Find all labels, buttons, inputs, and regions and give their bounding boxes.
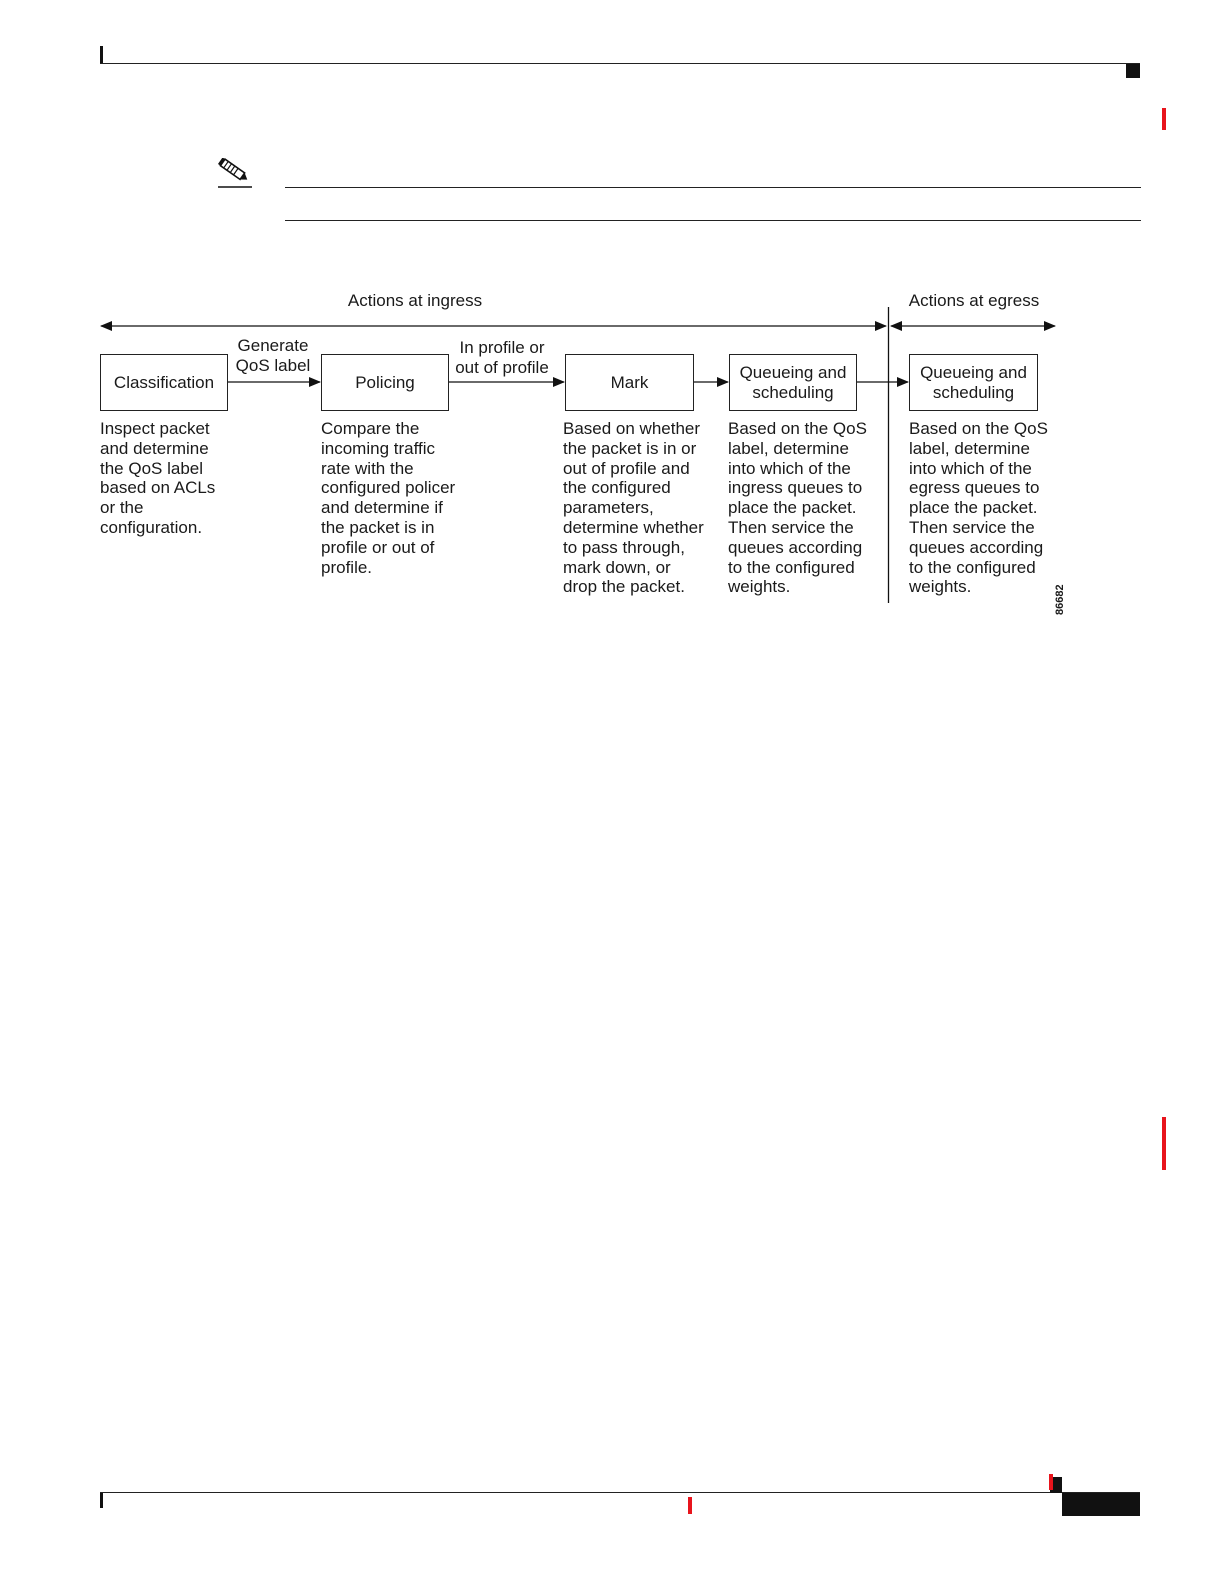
footer-left-tick: [100, 1492, 103, 1508]
generate-qos-label: Generate QoS label: [235, 336, 311, 375]
ingress-queueing-box-label: Queueing and scheduling: [739, 362, 847, 402]
mark-box: [565, 354, 694, 411]
mark-description: Based on whether the packet is in or out of profile and the configured parameters, determine whether to pass through, mark down, or drop the packet.: [563, 419, 704, 597]
policing-box: [321, 354, 449, 411]
classification-description: Inspect packet and determine the QoS label based on ACLs or the configuration.: [100, 419, 216, 537]
figure-number: 86682: [1054, 584, 1066, 615]
ingress-label: Actions at ingress: [347, 291, 483, 310]
egress-label: Actions at egress: [908, 291, 1040, 310]
mark-box-label: Mark: [610, 372, 649, 392]
ingress-queueing-description: Based on the QoS label, determine into which of the ingress queues to place the packet. Then service the queues according to the configured weights.: [728, 419, 867, 597]
change-bar-footer-center: [688, 1497, 692, 1514]
ingress-queueing-box: [729, 354, 857, 411]
classification-box: [100, 354, 228, 411]
policing-description: Compare the incoming traffic rate with the configured policer and determine if the packet is in profile or out of profile.: [321, 419, 456, 577]
egress-queueing-box-label: Queueing and scheduling: [920, 362, 1027, 402]
egress-queueing-box: [909, 354, 1038, 411]
change-bar-middle: [1162, 1117, 1166, 1170]
egress-queueing-description: Based on the QoS label, determine into which of the egress queues to place the packet. Then service the queues according to the configured weights.: [909, 419, 1048, 597]
policing-box-label: Policing: [355, 372, 415, 392]
change-bar-footer-right: [1049, 1474, 1053, 1490]
footer-page-tab: [1062, 1493, 1140, 1516]
footer-rule: [100, 1492, 1140, 1493]
classification-box-label: Classification: [113, 372, 215, 392]
profile-label: In profile or out of profile: [455, 338, 549, 377]
